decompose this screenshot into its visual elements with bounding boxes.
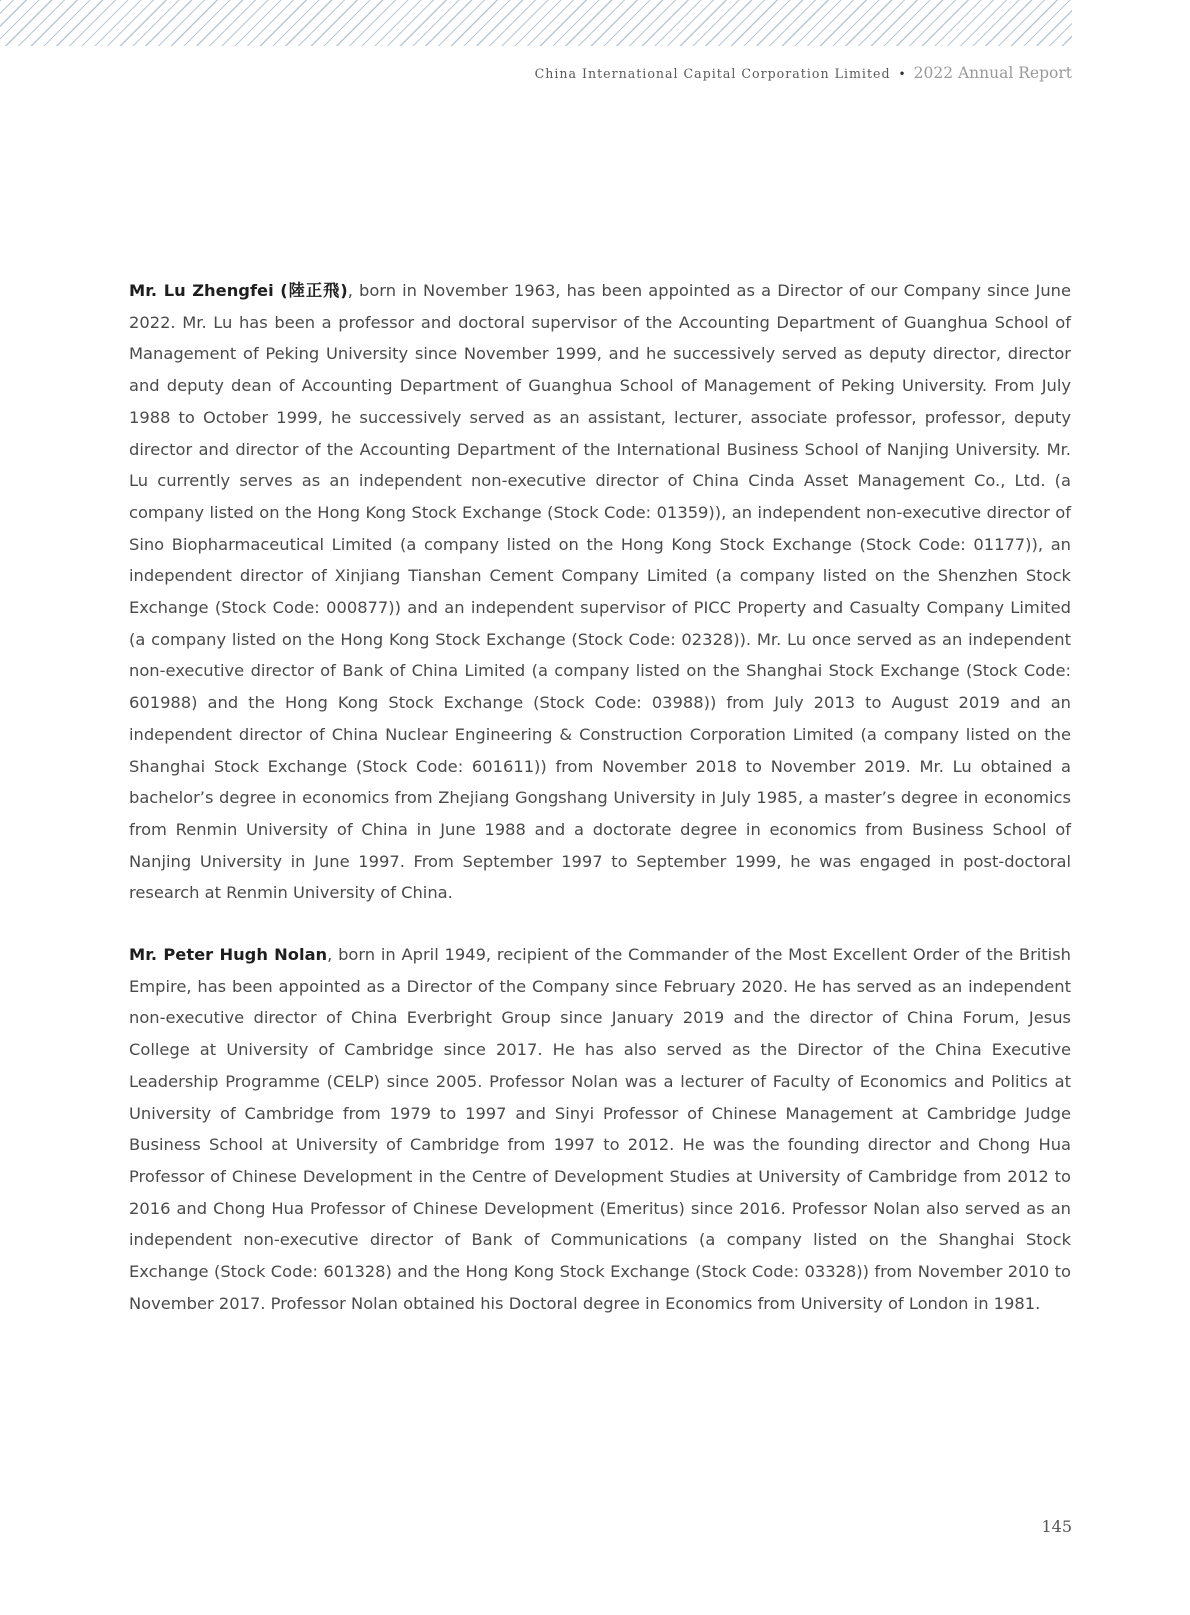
bio-text-peter-hugh-nolan: , born in April 1949, recipient of the Commander of the Most Excellent Order of the British Empire, has been appointed as a Director of the Company since February 2020. He has served as an independent non-executive director of China Everbright Group since January 2019 and the director of China Forum, Jesus College at University of Cambridge since 2017. He has also served as the Director of the China Executive Leadership Programme (CELP) since 2005. Professor Nolan was a lecturer of Faculty of Economics and Politics at University of Cambridge from 1979 to 1997 and Sinyi Professor of Chinese Management at Cambridge Judge Business School at University of Cambridge from 1997 to 2012. He was the founding director and Chong Hua Professor of Chinese Development in the Centre of Development Studies at University of Cambridge from 2012 to 2016 and Chong Hua Professor of Chinese Development (Emeritus) since 2016. Professor Nolan also served as an independent non-executive director of Bank of Communications (a company listed on the Shanghai Stock Exchange (Stock Code: 601328) and the Hong Kong Stock Exchange (Stock Code: 03328)) from November 2010 to November 2017. Professor Nolan obtained his Doctoral degree in Economics from University of London in 1981. xyxy=(129,945,1071,1313)
bio-text-lu-zhengfei: , born in November 1963, has been appointed as a Director of our Company since June 2022. Mr. Lu has been a professor and doctoral supervisor of the Accounting Department of Guanghua School of Management of Peking University since November 1999, and he successively served as deputy director, director and deputy dean of Accounting Department of Guanghua School of Management of Peking University. From July 1988 to October 1999, he successively served as an assistant, lecturer, associate professor, professor, deputy director and director of the Accounting Department of the International Business School of Nanjing University. Mr. Lu currently serves as an independent non-executive director of China Cinda Asset Management Co., Ltd. (a company listed on the Hong Kong Stock Exchange (Stock Code: 01359)), an independent non-executive director of Sino Biopharmaceutical Limited (a company listed on the Hong Kong Stock Exchange (Stock Code: 01177)), an independent director of Xinjiang Tianshan Cement Company Limited (a company listed on the Shenzhen Stock Exchange (Stock Code: 000877)) and an independent supervisor of PICC Property and Casualty Company Limited (a company listed on the Hong Kong Stock Exchange (Stock Code: 02328)). Mr. Lu once served as an independent non-executive director of Bank of China Limited (a company listed on the Shanghai Stock Exchange (Stock Code: 601988) and the Hong Kong Stock Exchange (Stock Code: 03988)) from July 2013 to August 2019 and an independent director of China Nuclear Engineering & Construction Corporation Limited (a company listed on the Shanghai Stock Exchange (Stock Code: 601611)) from November 2018 to November 2019. Mr. Lu obtained a bachelor’s degree in economics from Zhejiang Gongshang University in July 1985, a master’s degree in economics from Renmin University of China in June 1988 and a doctorate degree in economics from Business School of Nanjing University in June 1997. From September 1997 to September 1999, he was engaged in post-doctoral research at Renmin University of China. xyxy=(129,281,1071,903)
bio-paragraph-peter-hugh-nolan xyxy=(129,939,1071,1319)
running-header xyxy=(535,64,1072,82)
page-number: 145 xyxy=(1041,1517,1072,1536)
biography-section xyxy=(129,275,1071,1350)
header-separator-dot: • xyxy=(898,67,906,81)
header-report-title: 2022 Annual Report xyxy=(913,64,1072,82)
bio-name-peter-hugh-nolan: Mr. Peter Hugh Nolan xyxy=(129,945,328,965)
header-company-name: China International Capital Corporation Limited xyxy=(534,66,891,81)
header-hatch-band xyxy=(0,0,1072,46)
bio-name-lu-zhengfei: Mr. Lu Zhengfei (陸正飛) xyxy=(129,281,348,300)
bio-paragraph-lu-zhengfei xyxy=(129,275,1071,909)
